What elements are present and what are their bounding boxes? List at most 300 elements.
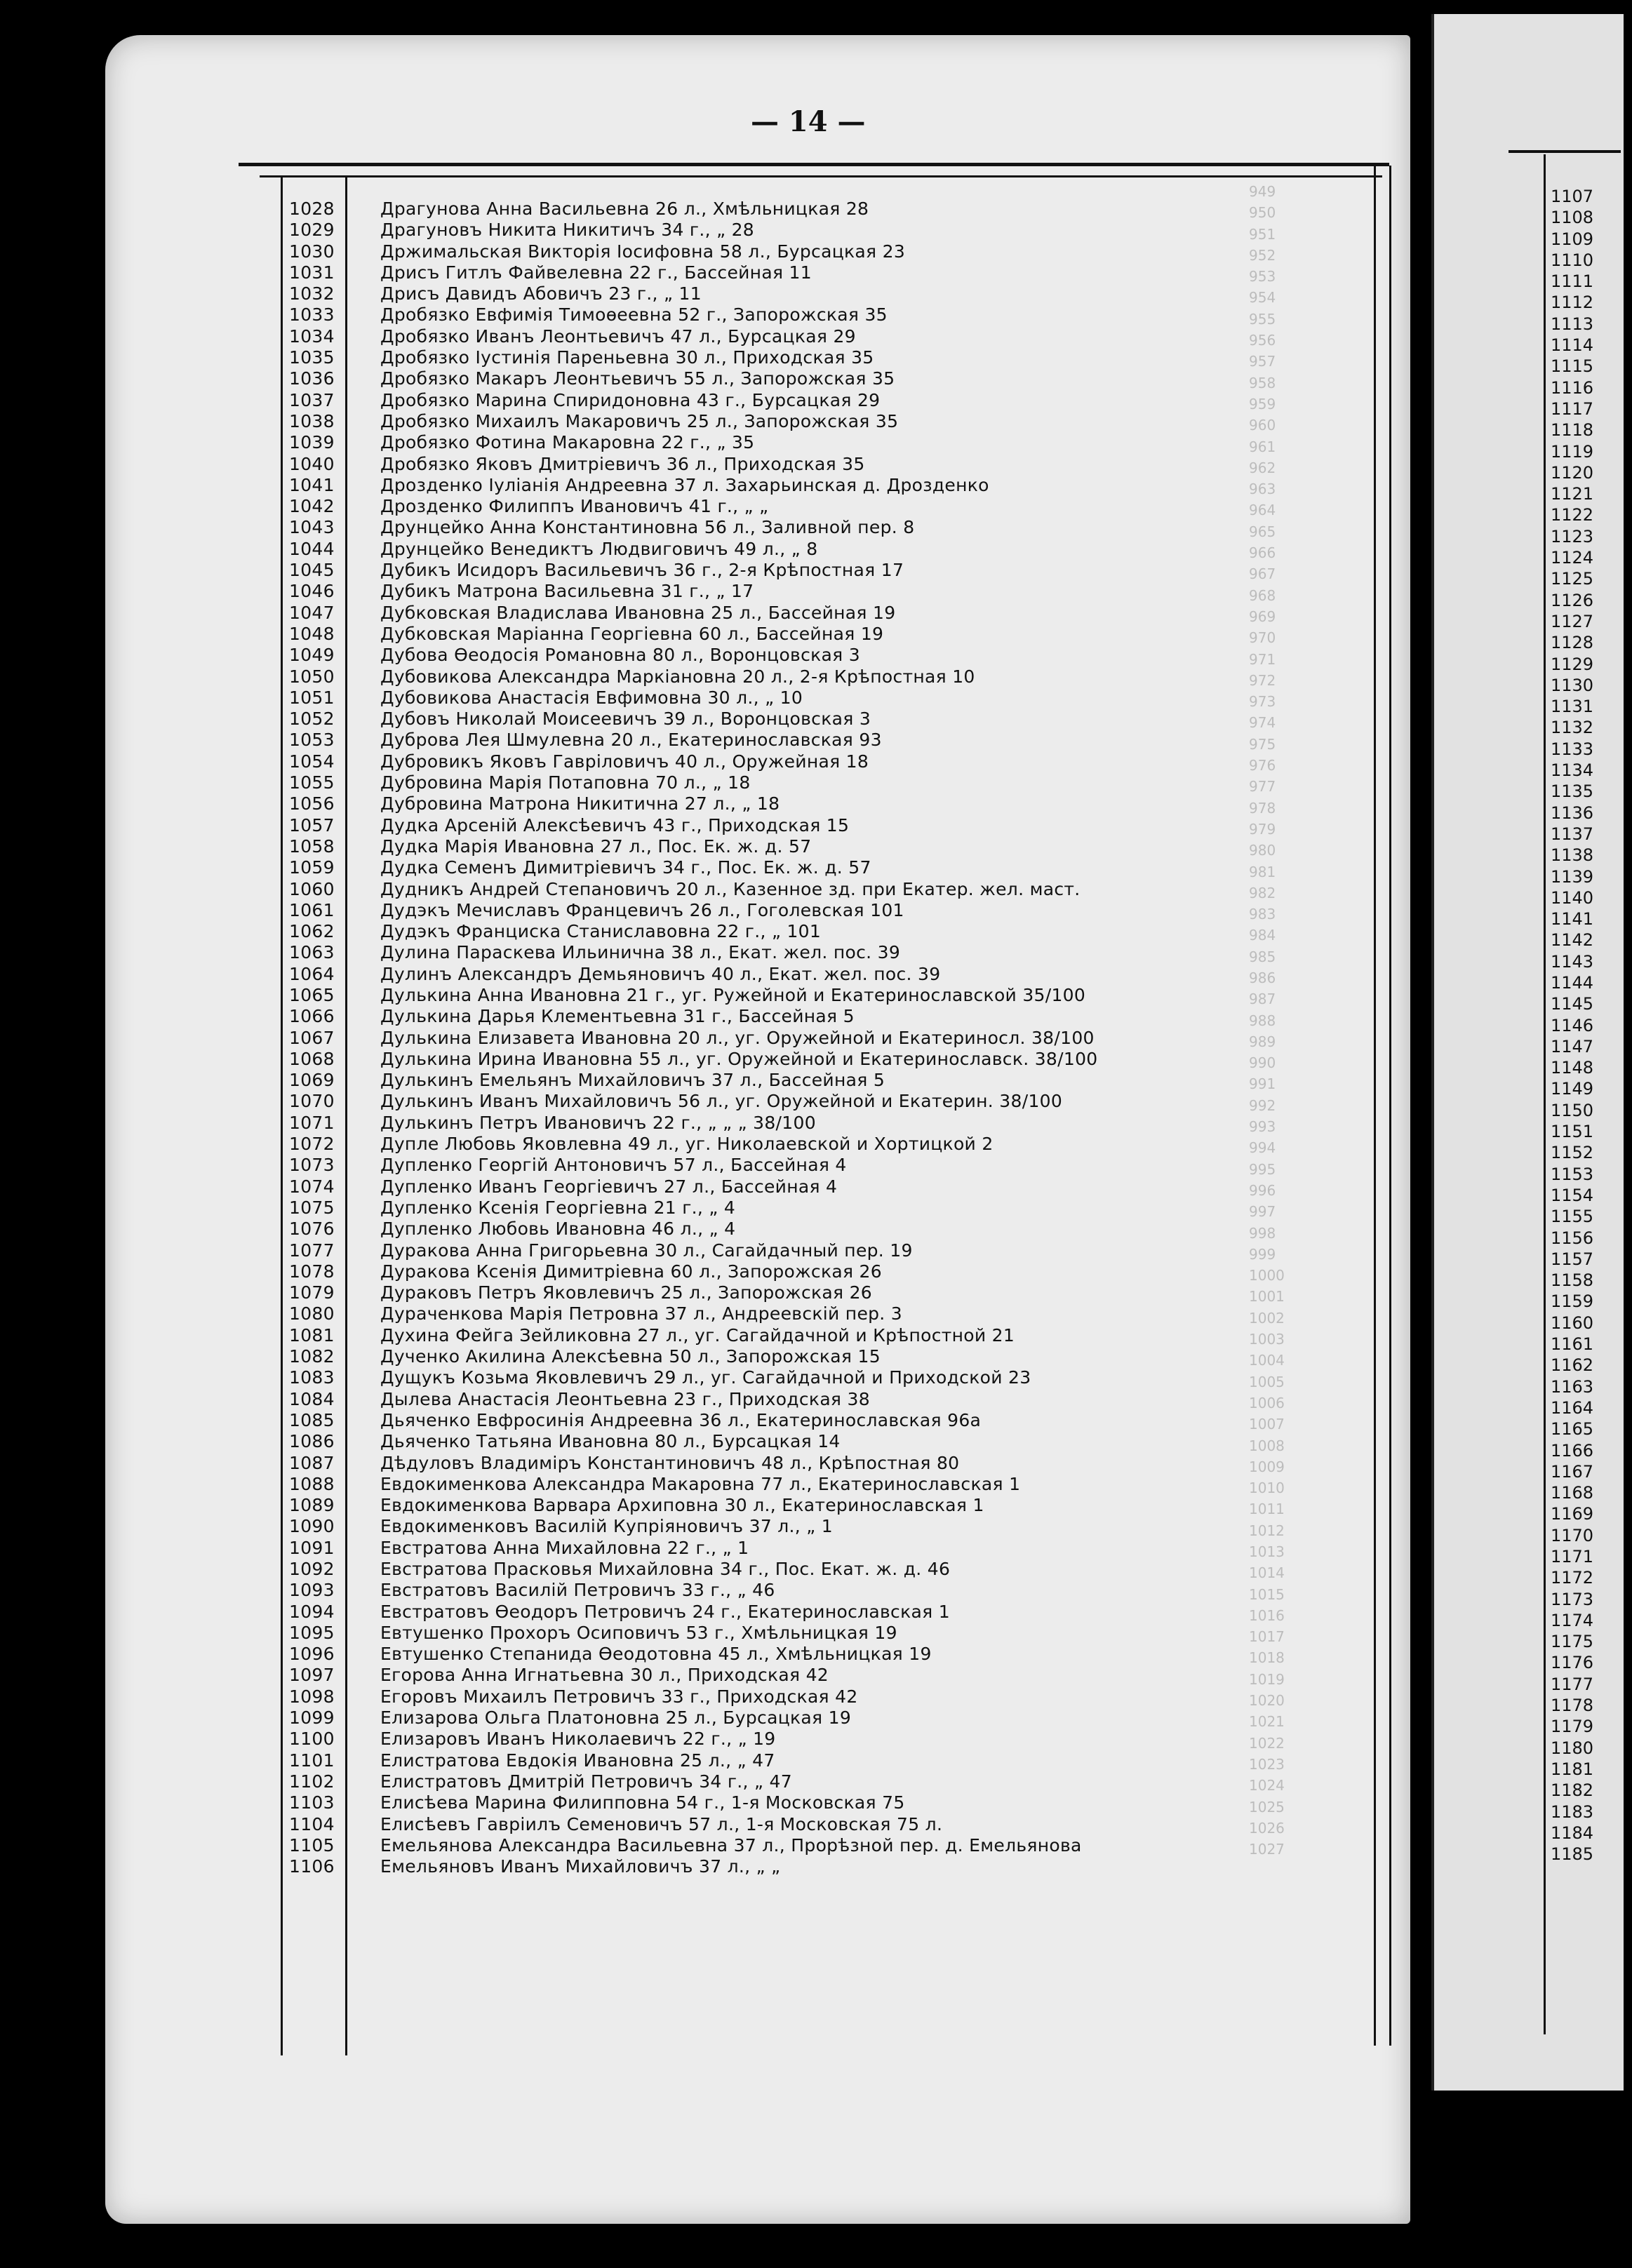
next-page-number: 1185 bbox=[1551, 1844, 1594, 1865]
register-row bbox=[289, 709, 1299, 730]
next-page-number: 1128 bbox=[1551, 633, 1594, 653]
entry-number: 1055 bbox=[289, 772, 335, 793]
entry-text: Дупле Любовь Яковлевна 49 л., уг. Николаевской и Хортицкой 2 bbox=[380, 1134, 994, 1155]
entry-number: 1066 bbox=[289, 1006, 335, 1027]
next-page-number: 1113 bbox=[1551, 314, 1594, 334]
bleed-number: 1005 bbox=[1249, 1373, 1285, 1390]
register-row bbox=[289, 1707, 1299, 1729]
entry-text: Дудка Арсеній Алексѣевичъ 43 г., Приходская 15 bbox=[380, 814, 850, 836]
bleed-number: 1013 bbox=[1249, 1543, 1285, 1560]
entry-text: Дробязко Михаилъ Макаровичъ 25 л., Запорожская 35 bbox=[380, 410, 899, 431]
entry-number: 1041 bbox=[289, 474, 335, 495]
entry-number: 1082 bbox=[289, 1346, 335, 1367]
register-row bbox=[289, 581, 1299, 602]
next-page-number: 1126 bbox=[1551, 590, 1594, 610]
register-row bbox=[289, 1155, 1299, 1176]
next-page-number: 1175 bbox=[1551, 1632, 1594, 1652]
next-page-numbers bbox=[1551, 186, 1593, 1865]
entry-text: Евстратова Анна Михайловна 22 г., „ 1 bbox=[380, 1537, 749, 1558]
entry-number: 1084 bbox=[289, 1388, 335, 1409]
bleed-number: 957 bbox=[1249, 353, 1276, 370]
entry-text: Дробязко Иванъ Леонтьевичъ 47 л., Бурсацкая 29 bbox=[380, 326, 856, 347]
next-page-number: 1120 bbox=[1551, 462, 1594, 483]
entry-number: 1095 bbox=[289, 1622, 335, 1643]
register-row bbox=[289, 857, 1299, 878]
next-page-number: 1124 bbox=[1551, 548, 1594, 568]
entry-number: 1100 bbox=[289, 1729, 335, 1750]
entry-number: 1039 bbox=[289, 432, 335, 453]
bleed-number: 963 bbox=[1249, 481, 1276, 498]
register-row bbox=[289, 879, 1299, 900]
entry-text: Дураковъ Петръ Яковлевичъ 25 л., Запорожская 26 bbox=[380, 1282, 873, 1303]
bleed-number: 970 bbox=[1249, 629, 1276, 647]
bleed-number: 1009 bbox=[1249, 1458, 1285, 1475]
register-row bbox=[289, 1091, 1299, 1112]
bleed-number: 980 bbox=[1249, 842, 1276, 859]
bleed-number: 995 bbox=[1249, 1160, 1276, 1178]
entry-number: 1053 bbox=[289, 730, 335, 751]
bleed-number: 955 bbox=[1249, 310, 1276, 328]
register-row bbox=[289, 539, 1299, 560]
next-page-number: 1153 bbox=[1551, 1164, 1594, 1184]
bleed-number: 1010 bbox=[1249, 1479, 1285, 1497]
bleed-number: 969 bbox=[1249, 608, 1276, 625]
next-page-number: 1137 bbox=[1551, 824, 1594, 844]
entry-text: Дробязко Марина Спиридоновна 43 г., Бурсацкая 29 bbox=[380, 389, 881, 410]
entry-number: 1052 bbox=[289, 709, 335, 730]
entry-number: 1092 bbox=[289, 1559, 335, 1579]
bleed-number: 956 bbox=[1249, 332, 1276, 349]
next-page-number: 1145 bbox=[1551, 994, 1594, 1014]
bleed-number: 1016 bbox=[1249, 1606, 1285, 1624]
next-page-number: 1173 bbox=[1551, 1589, 1594, 1609]
next-page-number: 1119 bbox=[1551, 441, 1594, 462]
bleed-number: 998 bbox=[1249, 1224, 1276, 1242]
entry-number: 1075 bbox=[289, 1197, 335, 1218]
register-row bbox=[289, 199, 1299, 220]
entry-text: Духина Фейга Зейликовна 27 л., уг. Сагайдачной и Крѣпостной 21 bbox=[380, 1324, 1015, 1346]
bleed-number: 1000 bbox=[1249, 1267, 1285, 1284]
bleed-number: 971 bbox=[1249, 650, 1276, 668]
register-row bbox=[289, 1219, 1299, 1240]
register-row bbox=[289, 432, 1299, 453]
entry-number: 1097 bbox=[289, 1665, 335, 1686]
register-row bbox=[289, 751, 1299, 772]
entry-text: Дьяченко Татьяна Ивановна 80 л., Бурсацкая 14 bbox=[380, 1431, 841, 1452]
register-row bbox=[289, 1474, 1299, 1495]
entry-number: 1089 bbox=[289, 1495, 335, 1516]
bleed-number: 990 bbox=[1249, 1054, 1276, 1072]
next-page-number: 1170 bbox=[1551, 1525, 1594, 1545]
next-page-number: 1143 bbox=[1551, 951, 1594, 972]
page-number: — 14 — bbox=[751, 105, 866, 138]
entry-text: Друнцейко Венедиктъ Людвиговичъ 49 л., „ 8 bbox=[380, 538, 818, 559]
next-page-number: 1160 bbox=[1551, 1313, 1594, 1333]
entry-text: Дубовикова Анастасія Евфимовна 30 л., „ 10 bbox=[380, 687, 803, 708]
entry-text: Дрисъ Давидъ Абовичъ 23 г., „ 11 bbox=[380, 283, 702, 304]
entry-number: 1080 bbox=[289, 1303, 335, 1324]
bleed-number: 965 bbox=[1249, 523, 1276, 540]
entry-text: Дуракова Анна Григорьевна 30 л., Сагайдачный пер. 19 bbox=[380, 1240, 913, 1261]
entry-text: Дубковская Маріанна Георгіевна 60 л., Бассейная 19 bbox=[380, 623, 884, 644]
entry-number: 1104 bbox=[289, 1813, 335, 1834]
register-row bbox=[289, 283, 1299, 304]
next-page-number: 1166 bbox=[1551, 1440, 1594, 1461]
entry-number: 1091 bbox=[289, 1537, 335, 1558]
bleed-number: 989 bbox=[1249, 1033, 1276, 1050]
entry-number: 1036 bbox=[289, 368, 335, 389]
entry-text: Евстратова Прасковья Михайловна 34 г., Пос. Екат. ж. д. 46 bbox=[380, 1559, 951, 1579]
column-line-edge bbox=[1389, 166, 1391, 2046]
entry-text: Дробязко Фотина Макаровна 22 г., „ 35 bbox=[380, 432, 755, 453]
entry-number: 1060 bbox=[289, 878, 335, 899]
register-row bbox=[289, 687, 1299, 709]
bleed-number: 951 bbox=[1249, 225, 1276, 243]
next-page-number: 1141 bbox=[1551, 909, 1594, 930]
entry-number: 1038 bbox=[289, 410, 335, 431]
bleed-number: 949 bbox=[1249, 183, 1276, 200]
bleed-number: 972 bbox=[1249, 671, 1276, 689]
bleed-number: 978 bbox=[1249, 799, 1276, 817]
entry-text: Дьяченко Евфросинія Андреевна 36 л., Екатеринославская 96а bbox=[380, 1409, 982, 1430]
entry-number: 1065 bbox=[289, 984, 335, 1005]
register-row bbox=[289, 666, 1299, 687]
register-row bbox=[289, 1346, 1299, 1367]
register-row bbox=[289, 390, 1299, 411]
next-page-number: 1146 bbox=[1551, 1015, 1594, 1035]
next-page-number: 1179 bbox=[1551, 1717, 1594, 1737]
entry-number: 1035 bbox=[289, 347, 335, 368]
entry-text: Елистратова Евдокія Ивановна 25 л., „ 47 bbox=[380, 1750, 775, 1771]
bleed-number: 1027 bbox=[1249, 1841, 1285, 1858]
next-page-number: 1118 bbox=[1551, 420, 1594, 441]
bleed-number: 977 bbox=[1249, 778, 1276, 796]
header-rule bbox=[239, 163, 1389, 166]
register-row bbox=[289, 624, 1299, 645]
bleed-number: 959 bbox=[1249, 395, 1276, 412]
next-page-number: 1107 bbox=[1551, 187, 1594, 206]
bleed-number: 994 bbox=[1249, 1139, 1276, 1157]
entry-text: Дудка Марія Ивановна 27 л., Пос. Ек. ж. д. 57 bbox=[380, 836, 812, 857]
entry-number: 1031 bbox=[289, 262, 335, 283]
register-row bbox=[289, 347, 1299, 368]
entry-number: 1058 bbox=[289, 836, 335, 857]
entry-number: 1094 bbox=[289, 1601, 335, 1622]
column-line-right bbox=[1374, 166, 1376, 2046]
next-page-number: 1125 bbox=[1551, 569, 1594, 589]
register-row bbox=[289, 496, 1299, 517]
entry-number: 1033 bbox=[289, 304, 335, 326]
bleed-number: 1007 bbox=[1249, 1416, 1285, 1433]
entry-number: 1045 bbox=[289, 560, 335, 581]
entry-text: Дулькина Ирина Ивановна 55 л., уг. Оружейной и Екатеринославск. 38/100 bbox=[380, 1048, 1098, 1069]
entry-text: Дудка Семенъ Димитріевичъ 34 г., Пос. Ек. ж. д. 57 bbox=[380, 857, 871, 878]
entry-text: Дубровикъ Яковъ Гавріловичъ 40 л., Оружейная 18 bbox=[380, 751, 869, 772]
register-row bbox=[289, 1623, 1299, 1644]
next-page-number: 1131 bbox=[1551, 697, 1594, 717]
register-row bbox=[289, 1835, 1299, 1856]
next-page-number: 1169 bbox=[1551, 1504, 1594, 1524]
register-row bbox=[289, 1665, 1299, 1686]
next-page-number: 1158 bbox=[1551, 1270, 1594, 1291]
next-page-number: 1139 bbox=[1551, 866, 1594, 887]
entry-number: 1050 bbox=[289, 666, 335, 687]
entry-number: 1034 bbox=[289, 326, 335, 347]
bleed-number: 992 bbox=[1249, 1096, 1276, 1114]
register-row bbox=[289, 730, 1299, 751]
bleed-number: 964 bbox=[1249, 502, 1276, 519]
bleed-number: 968 bbox=[1249, 586, 1276, 604]
bleed-number: 1021 bbox=[1249, 1713, 1285, 1731]
bleed-number: 974 bbox=[1249, 714, 1276, 732]
entry-text: Елизаровъ Иванъ Николаевичъ 22 г., „ 19 bbox=[380, 1729, 776, 1750]
next-page-number: 1156 bbox=[1551, 1228, 1594, 1248]
next-page-number: 1182 bbox=[1551, 1780, 1594, 1801]
entry-number: 1102 bbox=[289, 1771, 335, 1792]
entry-number: 1071 bbox=[289, 1112, 335, 1133]
register-row bbox=[289, 1282, 1299, 1303]
bleed-number: 1003 bbox=[1249, 1331, 1285, 1348]
next-page-number: 1112 bbox=[1551, 293, 1594, 313]
entry-number: 1051 bbox=[289, 687, 335, 708]
register-row bbox=[289, 1644, 1299, 1665]
bleed-number: 982 bbox=[1249, 884, 1276, 901]
entry-number: 1062 bbox=[289, 921, 335, 942]
entry-text: Дубковская Владислава Ивановна 25 л., Бассейная 19 bbox=[380, 602, 896, 623]
register-row bbox=[289, 262, 1299, 283]
entry-text: Дрисъ Гитлъ Файвелевна 22 г., Бассейная 11 bbox=[380, 262, 812, 283]
bleed-number: 960 bbox=[1249, 417, 1276, 434]
bleed-number: 976 bbox=[1249, 757, 1276, 774]
bleed-number: 1015 bbox=[1249, 1585, 1285, 1603]
entry-text: Евтушенко Степанида Ѳеодотовна 45 л., Хмѣльницкая 19 bbox=[380, 1644, 932, 1665]
entry-text: Дущукъ Козьма Яковлевичъ 29 л., уг. Сагайдачной и Приходской 23 bbox=[380, 1367, 1031, 1388]
entry-number: 1098 bbox=[289, 1686, 335, 1707]
register-row bbox=[289, 326, 1299, 347]
entry-text: Дупленко Ксенія Георгіевна 21 г., „ 4 bbox=[380, 1197, 736, 1218]
bleed-number: 997 bbox=[1249, 1203, 1276, 1221]
register-row bbox=[289, 815, 1299, 836]
register-row bbox=[289, 1176, 1299, 1197]
entry-text: Дубовикова Александра Маркіановна 20 л., 2-я Крѣпостная 10 bbox=[380, 666, 975, 687]
next-page-number: 1167 bbox=[1551, 1461, 1594, 1482]
bleed-number: 973 bbox=[1249, 693, 1276, 711]
entry-number: 1073 bbox=[289, 1155, 335, 1176]
entry-number: 1048 bbox=[289, 623, 335, 644]
register-row bbox=[289, 793, 1299, 814]
bleed-number: 984 bbox=[1249, 927, 1276, 944]
entry-text: Евстратовъ Василій Петровичъ 33 г., „ 46 bbox=[380, 1580, 775, 1601]
bleed-number: 986 bbox=[1249, 969, 1276, 986]
register-row bbox=[289, 1559, 1299, 1580]
entry-text: Евдокименкова Варвара Архиповна 30 л., Екатеринославская 1 bbox=[380, 1495, 984, 1516]
header-rule-inner bbox=[260, 175, 1382, 177]
entry-text: Дрозденко Іуліанія Андреевна 37 л. Захарьинская д. Дрозденко bbox=[380, 474, 989, 495]
bleed-number: 999 bbox=[1249, 1245, 1276, 1263]
entry-text: Егоровъ Михаилъ Петровичъ 33 г., Приходская 42 bbox=[380, 1686, 858, 1707]
bleed-number: 950 bbox=[1249, 204, 1276, 222]
next-page-number: 1174 bbox=[1551, 1610, 1594, 1630]
entry-text: Дробязко Макаръ Леонтьевичъ 55 л., Запорожская 35 bbox=[380, 368, 895, 389]
entry-text: Дуракова Ксенія Димитріевна 60 л., Запорожская 26 bbox=[380, 1261, 882, 1282]
next-page-number: 1162 bbox=[1551, 1355, 1594, 1376]
entry-text: Држимальская Викторія Іосифовна 58 л., Бурсацкая 23 bbox=[380, 241, 906, 262]
entry-number: 1042 bbox=[289, 496, 335, 517]
entry-number: 1088 bbox=[289, 1473, 335, 1494]
bleed-number: 1014 bbox=[1249, 1564, 1285, 1582]
register-row bbox=[289, 411, 1299, 432]
register-row bbox=[289, 304, 1299, 326]
entry-text: Емельяновъ Иванъ Михайловичъ 37 л., „ „ bbox=[380, 1856, 781, 1877]
entry-text: Дубикъ Исидоръ Васильевичъ 36 г., 2-я Крѣпостная 17 bbox=[380, 560, 904, 581]
next-page-number: 1117 bbox=[1551, 398, 1594, 419]
entry-text: Дубровина Марія Потаповна 70 л., „ 18 bbox=[380, 772, 751, 793]
register-row bbox=[289, 836, 1299, 857]
entry-text: Дубова Ѳеодосія Романовна 80 л., Воронцовская 3 bbox=[380, 645, 860, 666]
bleed-number: 954 bbox=[1249, 289, 1276, 307]
bleed-number: 1023 bbox=[1249, 1755, 1285, 1773]
entry-text: Дулькинъ Петръ Ивановичъ 22 г., „ „ „ 38/100 bbox=[380, 1112, 816, 1133]
bleed-number: 953 bbox=[1249, 268, 1276, 286]
bleed-number: 1004 bbox=[1249, 1352, 1285, 1369]
register-row bbox=[289, 560, 1299, 581]
register-row bbox=[289, 1197, 1299, 1219]
bleed-number: 966 bbox=[1249, 544, 1276, 562]
bleed-number: 958 bbox=[1249, 374, 1276, 391]
next-page-column-line bbox=[1544, 154, 1546, 2034]
next-page-number: 1144 bbox=[1551, 972, 1594, 993]
bleed-number: 979 bbox=[1249, 820, 1276, 838]
next-page-number: 1171 bbox=[1551, 1547, 1594, 1566]
register-row bbox=[289, 1538, 1299, 1559]
bleed-number: 1008 bbox=[1249, 1437, 1285, 1454]
entry-text: Дуброва Лея Шмулевна 20 л., Екатеринославская 93 bbox=[380, 730, 882, 751]
next-page-number: 1159 bbox=[1551, 1291, 1594, 1312]
register-row bbox=[289, 1049, 1299, 1070]
entry-text: Дураченкова Марія Петровна 37 л., Андреевскій пер. 3 bbox=[380, 1303, 903, 1324]
register-row bbox=[289, 475, 1299, 496]
register-row bbox=[289, 454, 1299, 475]
bleed-number: 967 bbox=[1249, 565, 1276, 583]
bleed-number: 962 bbox=[1249, 459, 1276, 476]
next-page-number: 1111 bbox=[1551, 271, 1594, 292]
next-page-number: 1132 bbox=[1551, 718, 1594, 738]
entry-number: 1057 bbox=[289, 814, 335, 836]
entry-number: 1079 bbox=[289, 1282, 335, 1303]
entry-text: Драгунова Анна Васильевна 26 л., Хмѣльницкая 28 bbox=[380, 199, 869, 219]
next-page-number: 1172 bbox=[1551, 1568, 1594, 1588]
bleed-number: 1020 bbox=[1249, 1692, 1285, 1710]
entry-text: Драгуновъ Никита Никитичъ 34 г., „ 28 bbox=[380, 220, 754, 241]
register-row bbox=[289, 1261, 1299, 1282]
bleed-number: 1026 bbox=[1249, 1819, 1285, 1837]
register-row bbox=[289, 1410, 1299, 1431]
entry-text: Дулькина Дарья Клементьевна 31 г., Бассейная 5 bbox=[380, 1006, 855, 1027]
entry-number: 1040 bbox=[289, 453, 335, 474]
next-page-number: 1155 bbox=[1551, 1207, 1594, 1227]
bleed-number: 1022 bbox=[1249, 1734, 1285, 1752]
register-row bbox=[289, 1113, 1299, 1134]
register-row bbox=[289, 220, 1299, 241]
entry-number: 1093 bbox=[289, 1580, 335, 1601]
bleed-number: 961 bbox=[1249, 438, 1276, 455]
register-row bbox=[289, 1814, 1299, 1835]
register-row bbox=[289, 1389, 1299, 1410]
next-page-number: 1157 bbox=[1551, 1249, 1594, 1269]
register-row bbox=[289, 1686, 1299, 1707]
entry-text: Дученко Акилина Алексѣевна 50 л., Запорожская 15 bbox=[380, 1346, 881, 1367]
entry-number: 1105 bbox=[289, 1834, 335, 1856]
entry-text: Дудэкъ Франциска Станиславовна 22 г., „ 101 bbox=[380, 921, 822, 942]
register-row bbox=[289, 1134, 1299, 1155]
entry-text: Дрозденко Филиппъ Ивановичъ 41 г., „ „ bbox=[380, 496, 769, 517]
column-line-left bbox=[281, 175, 283, 2055]
next-page-number: 1149 bbox=[1551, 1079, 1594, 1099]
entry-text: Дылева Анастасія Леонтьевна 23 г., Приходская 38 bbox=[380, 1388, 870, 1409]
bleed-number: 993 bbox=[1249, 1118, 1276, 1136]
next-page-number: 1138 bbox=[1551, 845, 1594, 866]
register-row bbox=[289, 1453, 1299, 1474]
register-row bbox=[289, 241, 1299, 262]
entry-text: Дубикъ Матрона Васильевна 31 г., „ 17 bbox=[380, 581, 754, 602]
entry-text: Дробязко Яковъ Дмитріевичъ 36 л., Приходская 35 bbox=[380, 453, 865, 474]
register-row bbox=[289, 900, 1299, 921]
entry-text: Дулькина Елизавета Ивановна 20 л., уг. Оружейной и Екатериносл. 38/100 bbox=[380, 1027, 1095, 1048]
entry-number: 1032 bbox=[289, 283, 335, 304]
next-page-number: 1184 bbox=[1551, 1823, 1594, 1843]
next-page-number: 1165 bbox=[1551, 1419, 1594, 1440]
next-page-number: 1164 bbox=[1551, 1397, 1594, 1418]
next-page-number: 1130 bbox=[1551, 675, 1594, 695]
entry-text: Дулькинъ Емельянъ Михайловичъ 37 л., Бассейная 5 bbox=[380, 1070, 885, 1091]
entry-number: 1074 bbox=[289, 1176, 335, 1197]
entry-number: 1056 bbox=[289, 793, 335, 814]
bleed-number: 1025 bbox=[1249, 1798, 1285, 1816]
entry-text: Емельянова Александра Васильевна 37 л., Прорѣзной пер. д. Емельянова bbox=[380, 1834, 1082, 1856]
entry-number: 1078 bbox=[289, 1261, 335, 1282]
next-page-number: 1133 bbox=[1551, 739, 1594, 759]
next-page-number: 1123 bbox=[1551, 526, 1594, 546]
next-page-number: 1109 bbox=[1551, 229, 1594, 249]
next-page-number: 1183 bbox=[1551, 1801, 1594, 1822]
entry-number: 1096 bbox=[289, 1644, 335, 1665]
next-page-number: 1168 bbox=[1551, 1483, 1594, 1503]
entry-number: 1030 bbox=[289, 241, 335, 262]
entry-text: Егорова Анна Игнатьевна 30 л., Приходская 42 bbox=[380, 1665, 829, 1686]
entry-text: Дудэкъ Мечиславъ Францевичъ 26 л., Гоголевская 101 bbox=[380, 899, 904, 920]
entry-number: 1085 bbox=[289, 1409, 335, 1430]
register-row bbox=[289, 942, 1299, 963]
entry-number: 1037 bbox=[289, 389, 335, 410]
entry-text: Дупленко Любовь Ивановна 46 л., „ 4 bbox=[380, 1219, 736, 1240]
register-row bbox=[289, 1431, 1299, 1452]
entry-number: 1028 bbox=[289, 199, 335, 219]
next-page-number: 1177 bbox=[1551, 1674, 1594, 1694]
entry-text: Дубовъ Николай Моисеевичъ 39 л., Воронцовская 3 bbox=[380, 709, 871, 730]
entry-number: 1068 bbox=[289, 1048, 335, 1069]
bleed-number: 1019 bbox=[1249, 1670, 1285, 1688]
register-row bbox=[289, 1325, 1299, 1346]
register-row bbox=[289, 1303, 1299, 1324]
entry-text: Дулина Параскева Ильинична 38 л., Екат. жел. пос. 39 bbox=[380, 942, 901, 963]
entry-number: 1046 bbox=[289, 581, 335, 602]
entry-number: 1054 bbox=[289, 751, 335, 772]
next-page-number: 1148 bbox=[1551, 1058, 1594, 1078]
register-row bbox=[289, 1070, 1299, 1091]
next-page-number: 1127 bbox=[1551, 611, 1594, 631]
next-page-number: 1154 bbox=[1551, 1185, 1594, 1205]
entry-text: Евдокименкова Александра Макаровна 77 л., Екатеринославская 1 bbox=[380, 1473, 1021, 1494]
